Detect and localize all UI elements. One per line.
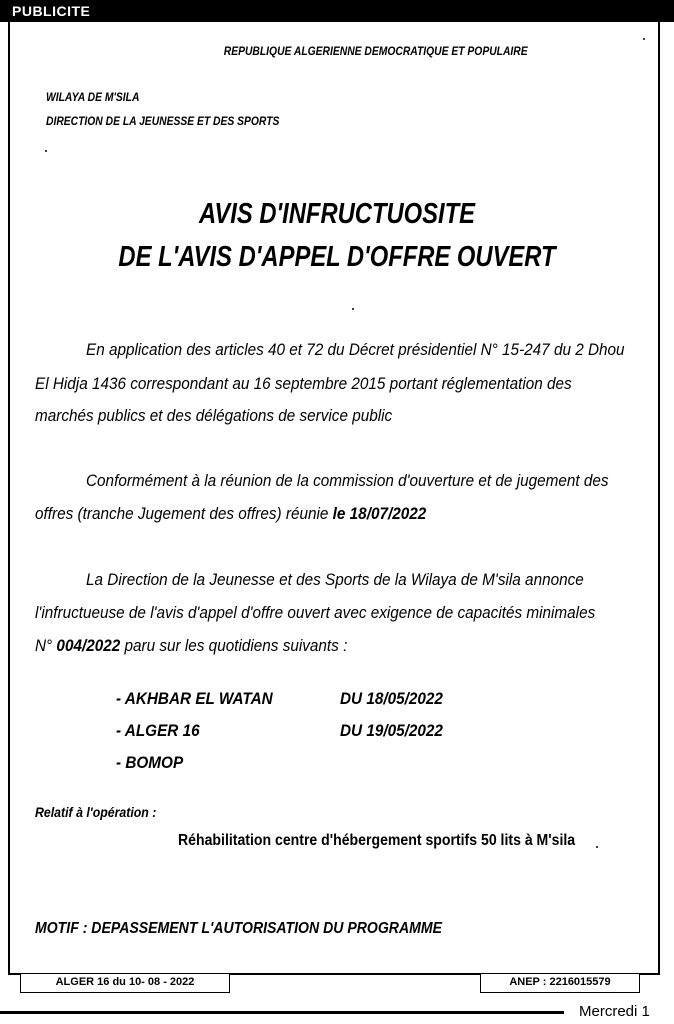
paragraph-line: Conformément à la réunion de la commission d'ouverture et de jugement des bbox=[86, 471, 609, 490]
paragraph-line: marchés publics et des délégations de service public bbox=[35, 406, 393, 425]
paragraph-line: En application des articles 40 et 72 du Décret présidentiel N° 15-247 du 2 Dhou bbox=[86, 340, 625, 359]
paragraph-line bbox=[35, 636, 347, 656]
scan-speck bbox=[45, 150, 47, 152]
tender-number: 004/2022 bbox=[56, 636, 121, 655]
scan-speck bbox=[352, 308, 354, 310]
paragraph-line bbox=[35, 504, 426, 524]
operation-description: Réhabilitation centre d'hébergement sportifs 50 lits à M'sila bbox=[178, 832, 576, 849]
publication-reference-box: ALGER 16 du 10- 08 - 2022 bbox=[20, 973, 230, 993]
newspaper-name: - ALGER 16 bbox=[116, 721, 200, 740]
motif-statement: MOTIF : DEPASSEMENT L'AUTORISATION DU PROGRAMME bbox=[35, 920, 442, 937]
republic-heading: REPUBLIQUE ALGERIENNE DEMOCRATIQUE ET POPULAIRE bbox=[223, 44, 528, 58]
publicite-label: PUBLICITE bbox=[12, 3, 91, 19]
scan-speck bbox=[596, 846, 598, 848]
meeting-date: le 18/07/2022 bbox=[332, 504, 427, 523]
page-date: Mercredi 1 bbox=[579, 1003, 650, 1020]
wilaya-name: WILAYA DE M'SILA bbox=[46, 90, 140, 104]
scan-speck bbox=[643, 38, 645, 40]
anep-reference-box: ANEP : 2216015579 bbox=[480, 973, 640, 993]
direction-name: DIRECTION DE LA JEUNESSE ET DES SPORTS bbox=[46, 114, 280, 128]
publication-date: DU 19/05/2022 bbox=[340, 721, 443, 740]
newspaper-name: - AKHBAR EL WATAN bbox=[116, 689, 273, 708]
paragraph-line: La Direction de la Jeunesse et des Sports de la Wilaya de M'sila annonce bbox=[86, 570, 584, 589]
publicite-header-bar bbox=[0, 0, 674, 22]
paragraph-text: N° bbox=[35, 636, 57, 655]
bottom-rule bbox=[0, 1011, 564, 1014]
publication-date: DU 18/05/2022 bbox=[340, 689, 443, 708]
notice-title-line-2: DE L'AVIS D'APPEL D'OFFRE OUVERT bbox=[118, 241, 556, 273]
paragraph-line: El Hidja 1436 correspondant au 16 septembre 2015 portant réglementation des bbox=[35, 374, 572, 393]
paragraph-text: offres (tranche Jugement des offres) réunie bbox=[35, 504, 333, 523]
notice-title-line-1: AVIS D'INFRUCTUOSITE bbox=[198, 198, 476, 230]
paragraph-text: paru sur les quotidiens suivants : bbox=[120, 636, 348, 655]
newspaper-name: - BOMOP bbox=[116, 753, 184, 772]
paragraph-line: l'infructueuse de l'avis d'appel d'offre ouvert avec exigence de capacités minimales bbox=[35, 603, 596, 622]
operation-label: Relatif à l'opération : bbox=[35, 804, 157, 820]
